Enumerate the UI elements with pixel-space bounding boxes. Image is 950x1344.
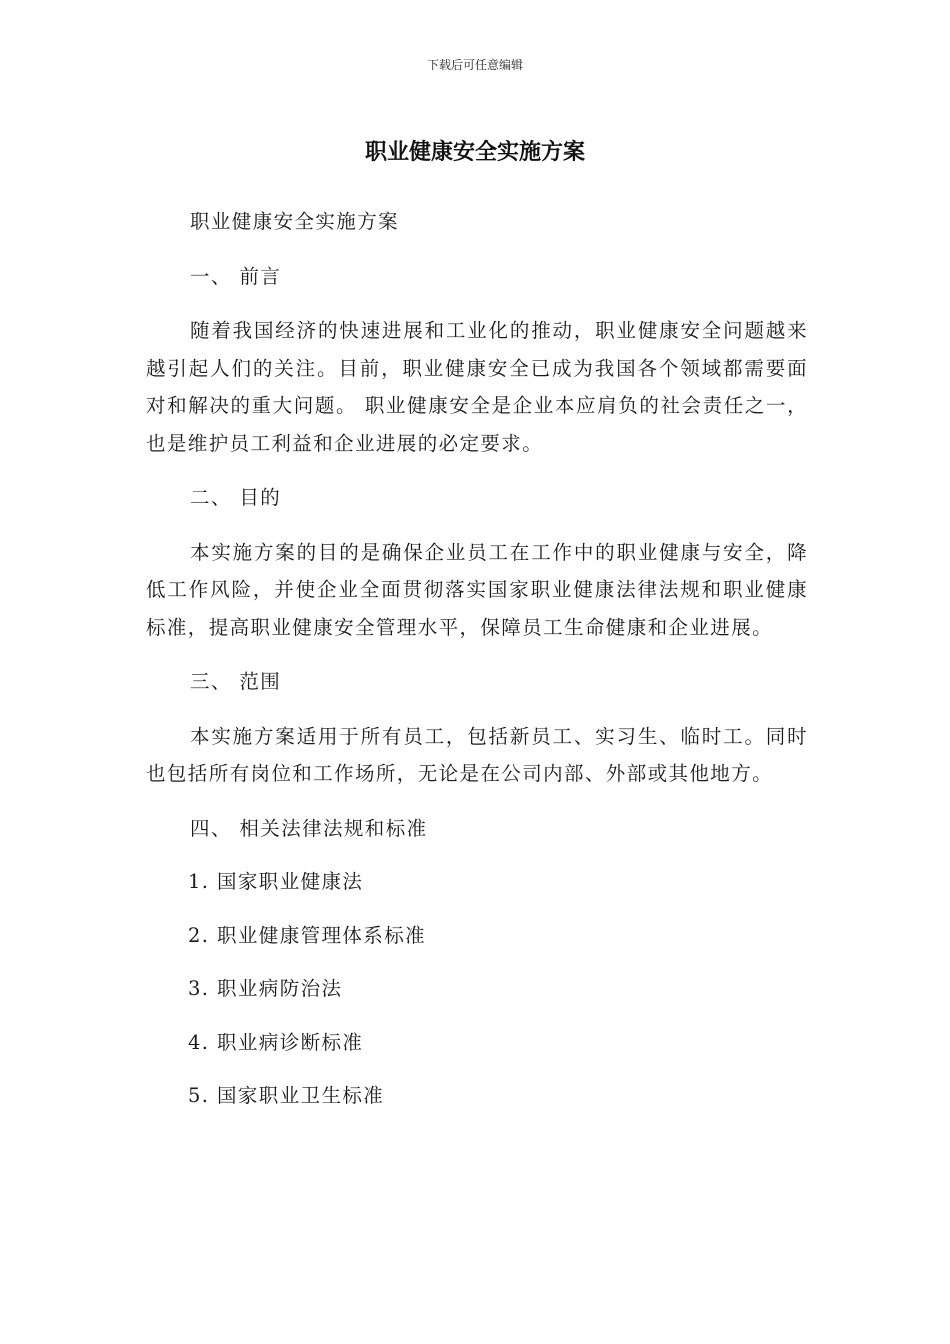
- list-item: 1. 国家职业健康法: [188, 870, 364, 893]
- list-item: 4. 职业病诊断标准: [188, 1030, 364, 1054]
- list-item: 2. 职业健康管理体系标准: [188, 923, 427, 947]
- document-body: [146, 203, 808, 1115]
- header-note: 下载后可任意编辑: [426, 58, 523, 72]
- intro-title: 职业健康安全实施方案: [190, 210, 400, 233]
- section-heading-purpose: 二、 目的: [190, 486, 282, 509]
- list-item: 3. 职业病防治法: [188, 977, 343, 1000]
- section-heading-preface: 一、 前言: [190, 264, 282, 288]
- section-heading-scope: 三、 范围: [190, 670, 282, 693]
- section-heading-laws: 四、 相关法律法规和标准: [190, 816, 428, 840]
- section-paragraph-purpose: 本实施方案的目的是确保企业员工在工作中的职业健康与安全，降低工作风险，并使企业全面贯彻落实国家职业健康法律法规和职业健康标准，提高职业健康安全管理水平，保障员工生命健康和企业进展。: [146, 540, 808, 639]
- list-item: 5. 国家职业卫生标准: [188, 1084, 385, 1107]
- section-paragraph-preface: 随着我国经济的快速进展和工业化的推动，职业健康安全问题越来越引起人们的关注。目前，职业健康安全已成为我国各个领域都需要面对和解决的重大问题。 职业健康安全是企业本应肩负的社会责任之一，也是维护员工利益和企业进展的必定要求。: [146, 319, 808, 455]
- document-title: 职业健康安全实施方案: [364, 140, 585, 165]
- section-paragraph-scope: 本实施方案适用于所有员工，包括新员工、实习生、临时工。同时也包括所有岗位和工作场所，无论是在公司内部、外部或其他地方。: [146, 724, 808, 785]
